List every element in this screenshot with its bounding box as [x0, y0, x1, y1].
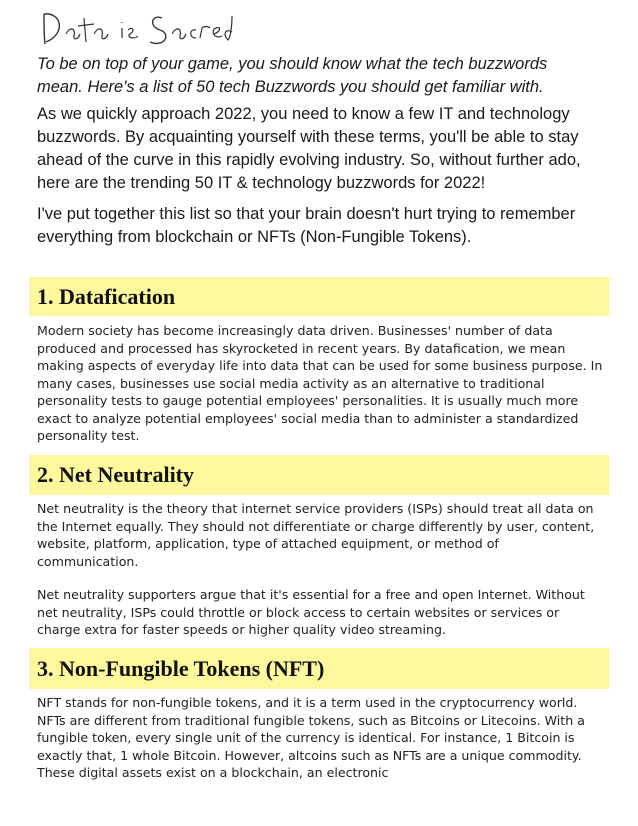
intro-paragraph: As we quickly approach 2022, you need to know a few IT and technology buzzwords. By acquainting yourself with these terms, you'll be able to stay ahead of the curve in this rapidly evolving industry. So, without further ado, here are the trending 50 IT & technology buzzwords for 2022! [37, 105, 581, 192]
section-heading-datafication: 1. Datafication [29, 277, 609, 316]
section-heading-nft: 3. Non-Fungible Tokens (NFT) [29, 648, 609, 689]
section-paragraph: Net neutrality is the theory that internet service providers (ISPs) should treat all data on the Internet equally. They should not differentiate or charge differently by user, content, website, platform, application, type of attached equipment, or method of communication. [37, 501, 595, 569]
section-paragraph: NFT stands for non-fungible tokens, and it is a term used in the cryptocurrency world. NFTs are different from traditional fungible tokens, such as Bitcoins or Litecoins. With a fungible token, every single unit of the currency is identical. For instance, 1 Bitcoin is exactly that, 1 whole Bitcoin. However, altcoins such as NFTs are a unique commodity. These digital assets exist on a blockchain, an electronic [37, 695, 585, 780]
section-heading-net-neutrality: 2. Net Neutrality [29, 455, 609, 495]
intro-italic-lead: To be on top of your game, you should know what the tech buzzwords mean. Here's a list of 50 tech Buzzwords you should get familiar with. [37, 55, 548, 96]
intro-paragraph: I've put together this list so that your brain doesn't hurt trying to remember everything from blockchain or NFTs (Non-Fungible Tokens). [37, 205, 576, 246]
section-paragraph: Net neutrality supporters argue that it's essential for a free and open Internet. Without net neutrality, ISPs could throttle or block access to certain websites or services or charge extra for faster speeds or higher quality video streaming. [37, 587, 585, 637]
data-is-sacred-logo [36, 4, 236, 50]
section-paragraph: Modern society has become increasingly data driven. Businesses' number of data produced and processed has skyrocketed in recent years. By datafication, we mean making aspects of everyday life into data that can be used for some business purpose. In many cases, businesses use social media activity as an alternative to traditional personality tests to gauge potential employees' personalities. It is usually much more exact to analyze potential employees' social media than to administer a standardized personality test. [37, 323, 603, 443]
handwritten-logo-icon [36, 4, 236, 50]
